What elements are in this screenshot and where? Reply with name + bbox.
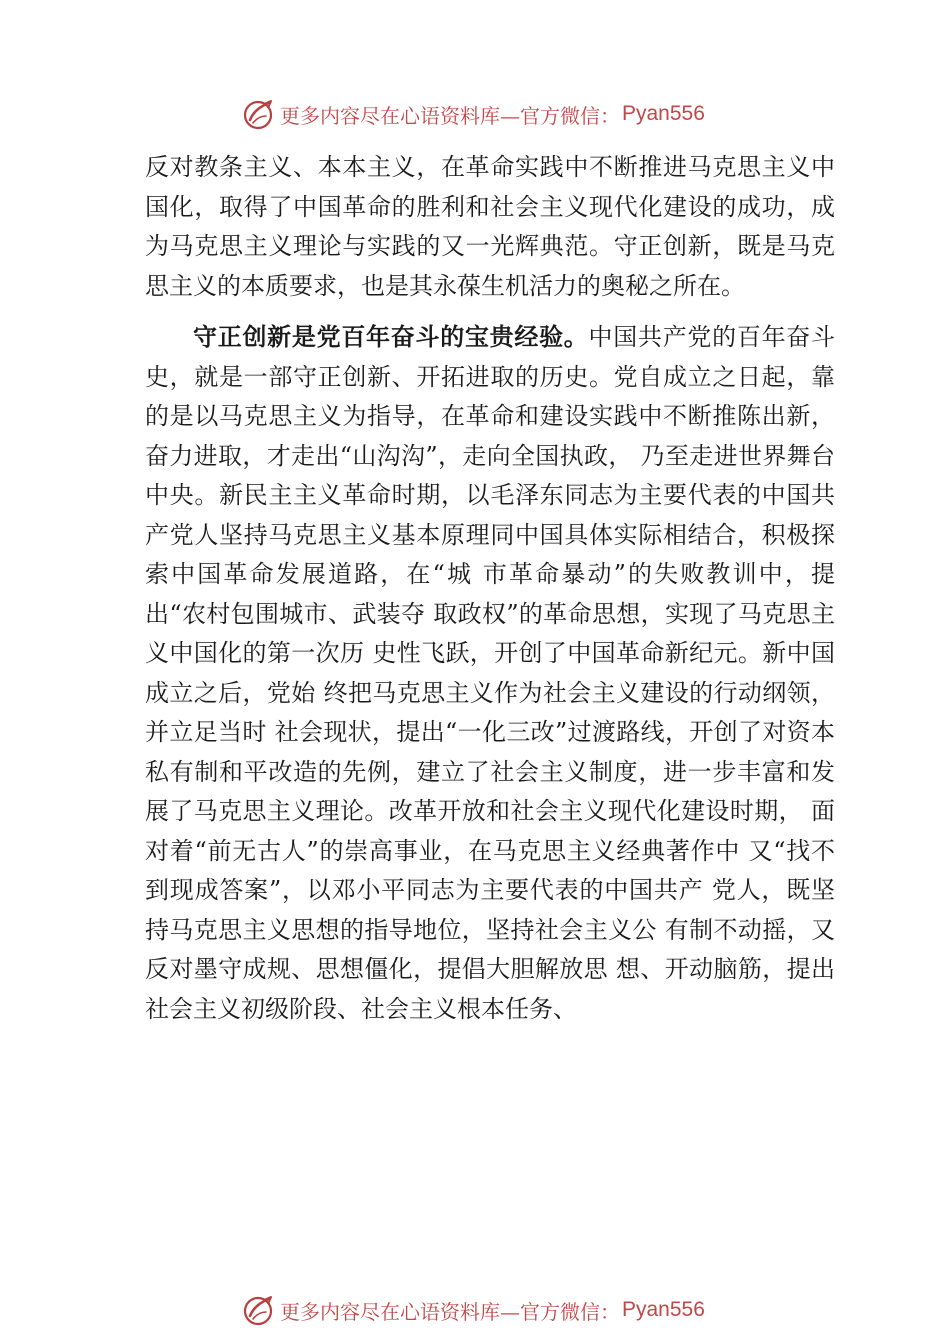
paragraph-2 xyxy=(145,318,835,1029)
brand-logo-icon xyxy=(240,1292,276,1328)
paragraph-body: 中国共产党的百年奋斗史，就是一部守正创新、开拓进取的历史。党自成立之日起，靠的是以马克思主义为指导，在革命和建设实践中不断推陈出新，奋力进取，才走出“山沟沟”，走向全国执政， 乃至走进世界舞台中央。新民主主义革命时期，以毛泽东同志为主要代表的中国共产党人坚持马克思主义基本原理同中国具体实际相结合，积极探索中国革命发展道路，在“城 市革命暴动”的失败教训中，提出“农村包围城市、武装夺 取政权”的革命思想，实现了马克思主义中国化的第一次历 史性飞跃，开创了中国革命新纪元。新中国成立之后，党始 终把马克思主义作为社会主义建设的行动纲领，并立足当时 社会现状，提出“一化三改”过渡路线，开创了对资本私有制和平改造的先例，建立了社会主义制度，进一步丰富和发 展了马克思主义理论。改革开放和社会主义现代化建设时期， 面对着“前无古人”的崇高事业，在马克思主义经典著作中 又“找不到现成答案”，以邓小平同志为主要代表的中国共产 党人，既坚持马克思主义思想的指导地位，坚持社会主义公 有制不动摇，又反对墨守成规、思想僵化，提倡大胆解放思 想、开动脑筋，提出社会主义初级阶段、社会主义根本任务、 xyxy=(145,323,836,1023)
footer-banner xyxy=(240,1290,760,1330)
wechat-id: Pyan556 xyxy=(622,102,705,125)
banner-text: 更多内容尽在心语资料库—官方微信： xyxy=(280,1299,620,1324)
document-body xyxy=(145,148,835,1029)
brand-logo-icon xyxy=(240,96,276,132)
wechat-id: Pyan556 xyxy=(622,1298,705,1321)
paragraph-1: 反对教条主义、本本主义，在革命实践中不断推进马克思主义中国化，取得了中国革命的胜利和社会主义现代化建设的成功，成为马克思主义理论与实践的又一光辉典范。守正创新，既是马克思主义的本质要求，也是其永葆生机活力的奥秘之所在。 xyxy=(145,153,835,300)
banner-text: 更多内容尽在心语资料库—官方微信： xyxy=(280,103,620,128)
paragraph-lead: 守正创新是党百年奋斗的宝贵经验。 xyxy=(193,323,589,351)
header-banner xyxy=(240,94,760,134)
